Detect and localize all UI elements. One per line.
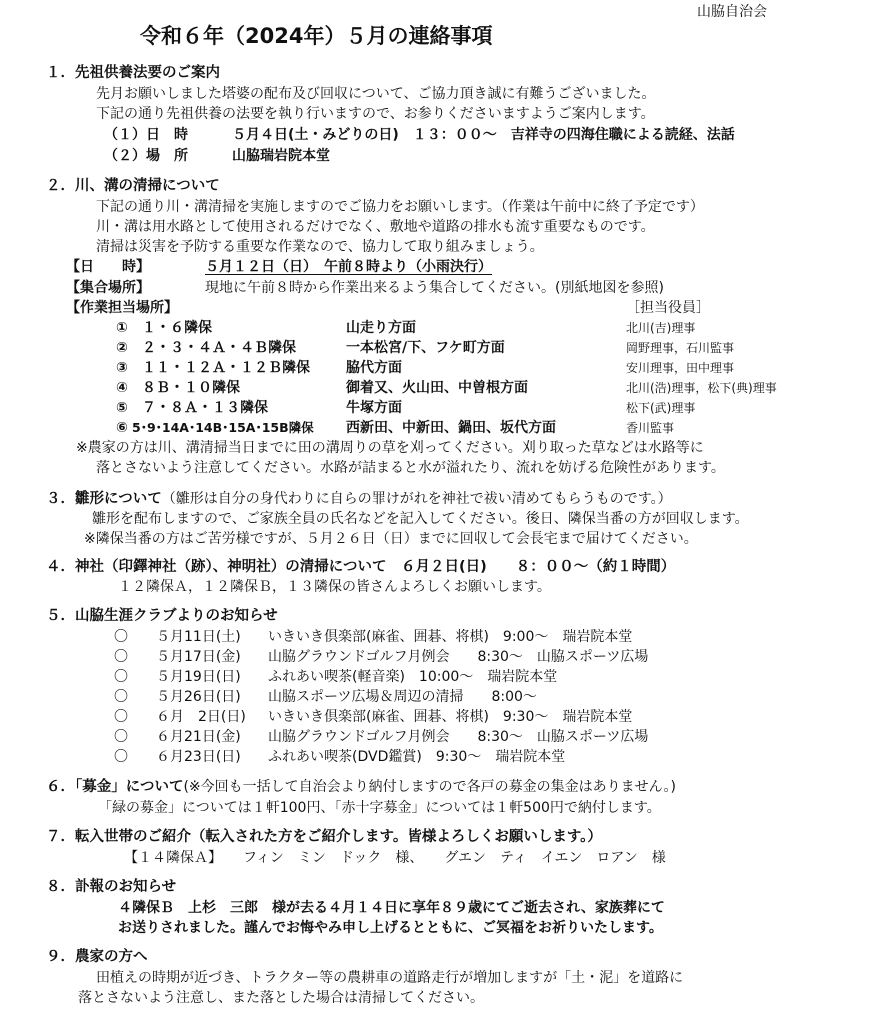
row-area: 一本松宮/下、フケ町方面 xyxy=(346,340,505,356)
section-2-text: 下記の通り川・溝清掃を実施しますのでご協力をお願いします。（作業は午前中に終了予定です） xyxy=(96,199,704,215)
event-date: ６月 2日(日) xyxy=(156,709,246,725)
page-title: 令和６年（2024年）５月の連絡事項 xyxy=(140,24,493,48)
s2-date-label: 【日 時】 xyxy=(66,259,150,275)
row-group: 5･9･14A･14B･15A･15B隣保 xyxy=(132,420,314,435)
section-6-text: 「緑の募金」については１軒100円、「赤十字募金」については１軒500円で納付します。 xyxy=(98,800,661,816)
section-3-heading-row xyxy=(46,489,672,509)
section-2-text: 川・溝は用水路として使用されるだけでなく、敷地や道路の排水も流す重要なものです。 xyxy=(96,219,655,235)
row-officer: 北川(吉)理事 xyxy=(626,321,696,335)
section-7-text: 【１４隣保Ａ】 フィン ミン ドック 様、 グエン ティ イエン ロアン 様 xyxy=(124,850,666,866)
section-9-text: 落とさないよう注意し、また落とした場合は清掃してください。 xyxy=(78,990,484,1006)
event-date: ６月21日(金) xyxy=(156,729,241,745)
event-date: ５月11日(土) xyxy=(156,629,241,645)
section-3-text: 雛形を配布しますので、ご家族全員の氏名などを記入してください。後日、隣保当番の方が回収します。 xyxy=(92,511,749,527)
s2-officers-label: ［担当役員］ xyxy=(626,300,710,316)
section-6-heading: ６．「募金」について xyxy=(46,779,184,795)
section-3-heading: ３．雛形について xyxy=(46,491,162,507)
s2-place-value: 現地に午前８時から作業出来るよう集合してください。(別紙地図を参照) xyxy=(205,280,664,296)
row-area: 脇代方面 xyxy=(346,360,402,376)
event-text: いきいき倶楽部(麻雀、囲碁、将棋) 9:30～ 瑞岩院本堂 xyxy=(268,709,633,725)
section-3-heading-note: （雛形は自分の身代わりに自らの罪けがれを神社で祓い清めてもらうものです。） xyxy=(161,491,672,507)
event-text: いきいき倶楽部(麻雀、囲碁、将棋) 9:00～ 瑞岩院本堂 xyxy=(268,629,633,645)
s2-date-value: ５月１２日（日） 午前８時より（小雨決行） xyxy=(205,259,492,275)
row-group: ２・３・４Ａ・４Ｂ隣保 xyxy=(142,340,296,356)
s1-date-label: （１）日 時 xyxy=(104,127,188,143)
row-area: 御着又、火山田、中曽根方面 xyxy=(346,380,528,396)
s2-areas-label: 【作業担当場所】 xyxy=(66,300,178,316)
event-mark: 〇 xyxy=(114,649,128,665)
section-8-text: お送りされました。謹んでお悔やみ申し上げるとともに、ご冥福をお祈りいたします。 xyxy=(118,920,663,936)
section-9-text: 田植えの時期が近づき、トラクター等の農耕車の道路走行が増加しますが「土・泥」を道路に xyxy=(96,970,684,986)
section-4-text: １２隣保Ａ，１２隣保Ｂ，１３隣保の皆さんよろしくお願いします。 xyxy=(118,579,551,595)
section-6-heading-row xyxy=(46,777,676,797)
event-mark: 〇 xyxy=(114,669,128,685)
row-number: ① xyxy=(116,320,128,336)
section-1-text: 下記の通り先祖供養の法要を執り行いますので、お参りくださいますようご案内します。 xyxy=(96,106,655,122)
row-group: １１・１２Ａ・１２Ｂ隣保 xyxy=(142,360,310,376)
event-text: 山脇グラウンドゴルフ月例会 8:30～ 山脇スポーツ広場 xyxy=(268,729,649,745)
row-officer: 松下(武)理事 xyxy=(626,401,696,415)
row-officer: 安川理事，田中理事 xyxy=(626,361,735,375)
section-1-heading: １．先祖供養法要のご案内 xyxy=(46,65,220,81)
section-3-text: ※隣保当番の方はご苦労様ですが、５月２６日（日）までに回収して会長宅まで届けてください。 xyxy=(84,531,698,547)
section-8-heading: ８．訃報のお知らせ xyxy=(46,879,177,895)
row-number: ⑥ xyxy=(116,420,128,436)
row-number: ④ xyxy=(116,380,128,396)
section-2-heading: ２．川、溝の清掃について xyxy=(46,178,220,194)
section-9-heading: ９．農家の方へ xyxy=(46,949,148,965)
event-date: ５月19日(日) xyxy=(156,669,241,685)
section-2-text: 清掃は災害を予防する重要な作業なので、協力して取り組みましょう。 xyxy=(96,239,544,255)
event-text: 山脇スポーツ広場＆周辺の清掃 8:00～ xyxy=(268,689,537,705)
s1-place-value: 山脇瑞岩院本堂 xyxy=(232,148,330,164)
row-area: 牛塚方面 xyxy=(346,400,402,416)
section-5-heading: ５．山脇生涯クラブよりのお知らせ xyxy=(46,608,278,624)
row-officer: 北川(浩)理事，松下(典)理事 xyxy=(626,381,777,395)
s2-note: 落とさないよう注意してください。水路が詰まると水が溢れたり、流れを妨げる危険性があります。 xyxy=(96,460,725,476)
event-text: ふれあい喫茶(軽音楽) 10:00～ 瑞岩院本堂 xyxy=(268,669,558,685)
event-text: ふれあい喫茶(DVD鑑賞) 9:30～ 瑞岩院本堂 xyxy=(268,749,566,765)
row-number: ⑤ xyxy=(116,400,128,416)
s1-date-value: ５月４日(土・みどりの日) １３：００～ 吉祥寺の四海住職による読経、法話 xyxy=(232,127,735,143)
event-mark: 〇 xyxy=(114,629,128,645)
row-area: 西新田、中新田、鍋田、坂代方面 xyxy=(346,420,556,436)
s1-place-label: （２）場 所 xyxy=(104,148,188,164)
section-6-heading-note: (※今回も一括して自治会より納付しますので各戸の募金の集金はありません。) xyxy=(183,779,676,795)
event-date: ６月23日(日) xyxy=(156,749,241,765)
row-officer: 岡野理事，石川監事 xyxy=(626,341,735,355)
section-4-heading: ４．神社（印鐸神社（跡）、神明社）の清掃について ６月２日(日) ８：００～（約１時間） xyxy=(46,559,676,575)
event-date: ５月26日(日) xyxy=(156,689,241,705)
event-mark: 〇 xyxy=(114,709,128,725)
row-area: 山走り方面 xyxy=(346,320,416,336)
row-group: ７・８Ａ・１３隣保 xyxy=(142,400,268,416)
organization-name: 山脇自治会 xyxy=(697,4,767,20)
section-8-text: ４隣保Ｂ 上杉 三郎 様が去る４月１４日に享年８９歳にてご逝去され、家族葬にて xyxy=(118,900,665,916)
row-number: ③ xyxy=(116,360,128,376)
s2-place-label: 【集合場所】 xyxy=(66,280,150,296)
event-date: ５月17日(金) xyxy=(156,649,241,665)
section-7-heading: ７．転入世帯のご紹介（転入された方をご紹介します。皆様よろしくお願いします。） xyxy=(46,829,602,845)
row-number: ② xyxy=(116,340,128,356)
event-text: 山脇グラウンドゴルフ月例会 8:30～ 山脇スポーツ広場 xyxy=(268,649,649,665)
section-1-text: 先月お願いしました塔婆の配布及び回収について、ご協力頂き誠に有難うございました。 xyxy=(96,86,656,102)
event-mark: 〇 xyxy=(114,729,128,745)
row-group: ８Ｂ・１０隣保 xyxy=(142,380,240,396)
row-group: １・６隣保 xyxy=(142,320,212,336)
row-officer: 香川監事 xyxy=(626,421,675,435)
s2-note: ※農家の方は川、溝清掃当日までに田の溝周りの草を刈ってください。刈り取った草などは水路等に xyxy=(76,440,704,456)
event-mark: 〇 xyxy=(114,689,128,705)
event-mark: 〇 xyxy=(114,749,128,765)
